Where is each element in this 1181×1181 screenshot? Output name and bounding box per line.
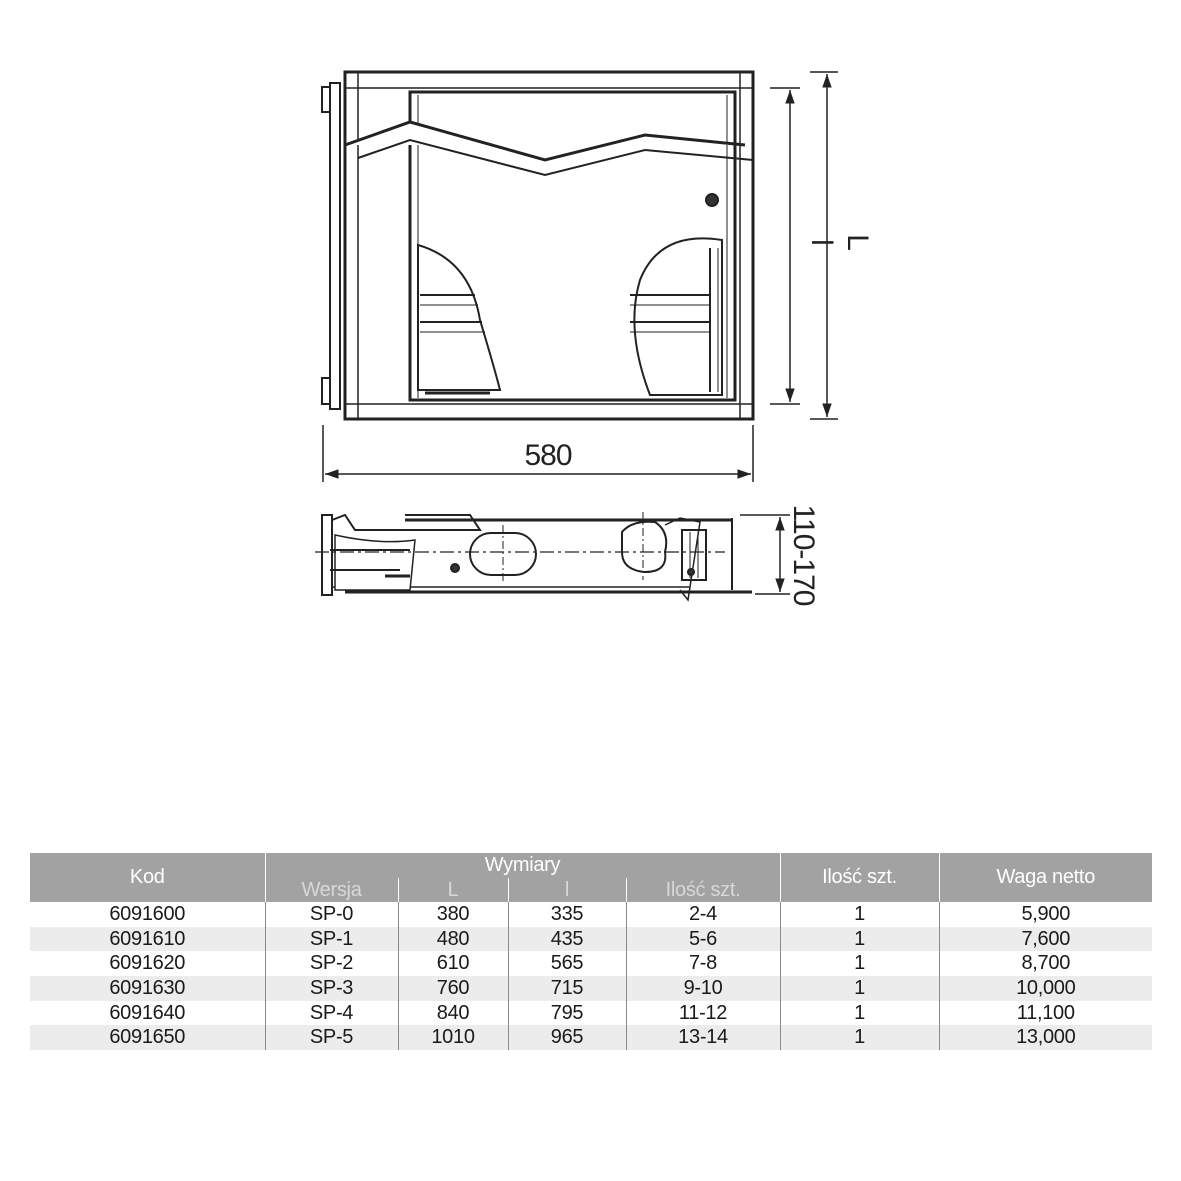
cell-l: 715	[508, 976, 626, 1001]
cell-ilosc: 1	[780, 902, 939, 927]
cell-ilosc-sub: 13-14	[626, 1025, 780, 1050]
top-view	[322, 72, 753, 419]
cell-wersja: SP-1	[265, 927, 398, 952]
table-row	[30, 902, 1152, 927]
cell-kod: 6091610	[30, 927, 265, 952]
cell-l: 795	[508, 1001, 626, 1026]
cell-L: 610	[398, 951, 508, 976]
cell-l: 965	[508, 1025, 626, 1050]
cell-l: 435	[508, 927, 626, 952]
table-row	[30, 927, 1152, 952]
cell-kod: 6091620	[109, 952, 186, 975]
cell-l: 565	[508, 951, 626, 976]
cell-ilosc-sub: 2-4	[626, 902, 780, 927]
header-ilosc-szt: Ilość szt.	[780, 853, 939, 902]
spec-table	[30, 853, 1152, 1050]
cell-waga: 11,100	[939, 1001, 1152, 1026]
cell-waga: 13,000	[939, 1025, 1152, 1050]
inner-length-label: l	[805, 239, 838, 245]
width-label: 580	[524, 439, 572, 472]
side-view	[315, 512, 752, 600]
cell-L: 480	[398, 927, 508, 952]
cell-L: 840	[398, 1001, 508, 1026]
header-waga-netto: Waga netto	[939, 853, 1152, 902]
cell-wersja: SP-4	[265, 1001, 398, 1026]
cell-waga: 8,700	[939, 951, 1152, 976]
height-dimension	[740, 515, 790, 594]
header-wymiary: Wymiary	[265, 853, 780, 878]
cell-L: 760	[398, 976, 508, 1001]
header-L: L	[398, 878, 508, 903]
header-wersja: Wersja	[265, 878, 398, 903]
cell-ilosc: 1	[780, 976, 939, 1001]
cell-ilosc: 1	[780, 1001, 939, 1026]
table-row	[30, 951, 1152, 976]
cell-wersja: SP-3	[265, 976, 398, 1001]
cell-wersja: SP-2	[265, 951, 398, 976]
cell-waga: 10,000	[939, 976, 1152, 1001]
header-ilosc-szt-sub: Ilość szt.	[626, 878, 780, 903]
cell-kod: 6091640	[109, 1001, 186, 1024]
cell-l: 335	[508, 902, 626, 927]
cell-kod: 6091630	[30, 976, 265, 1001]
cell-L: 380	[398, 902, 508, 927]
cell-waga: 7,600	[939, 927, 1152, 952]
cell-ilosc: 1	[780, 1025, 939, 1050]
cell-ilosc-sub: 11-12	[626, 1001, 780, 1026]
cell-wersja: SP-5	[265, 1025, 398, 1050]
header-l: l	[508, 878, 626, 903]
cell-L: 1010	[398, 1025, 508, 1050]
cell-ilosc-sub: 7-8	[626, 951, 780, 976]
table-row	[30, 1001, 1152, 1026]
cell-ilosc-sub: 5-6	[626, 927, 780, 952]
cell-ilosc: 1	[780, 951, 939, 976]
cell-kod: 6091650	[30, 1025, 265, 1050]
cell-waga: 5,900	[939, 902, 1152, 927]
cell-wersja: SP-0	[265, 902, 398, 927]
table-row	[30, 976, 1152, 1001]
inner-length-dimension	[770, 88, 800, 404]
cell-ilosc: 1	[780, 927, 939, 952]
header-kod: Kod	[30, 853, 265, 902]
outer-length-label: L	[841, 234, 874, 250]
height-label: 110-170	[787, 504, 820, 606]
cell-ilosc-sub: 9-10	[626, 976, 780, 1001]
outer-length-dimension	[810, 72, 838, 419]
table-row	[30, 1025, 1152, 1050]
cell-kod: 6091600	[109, 903, 186, 926]
